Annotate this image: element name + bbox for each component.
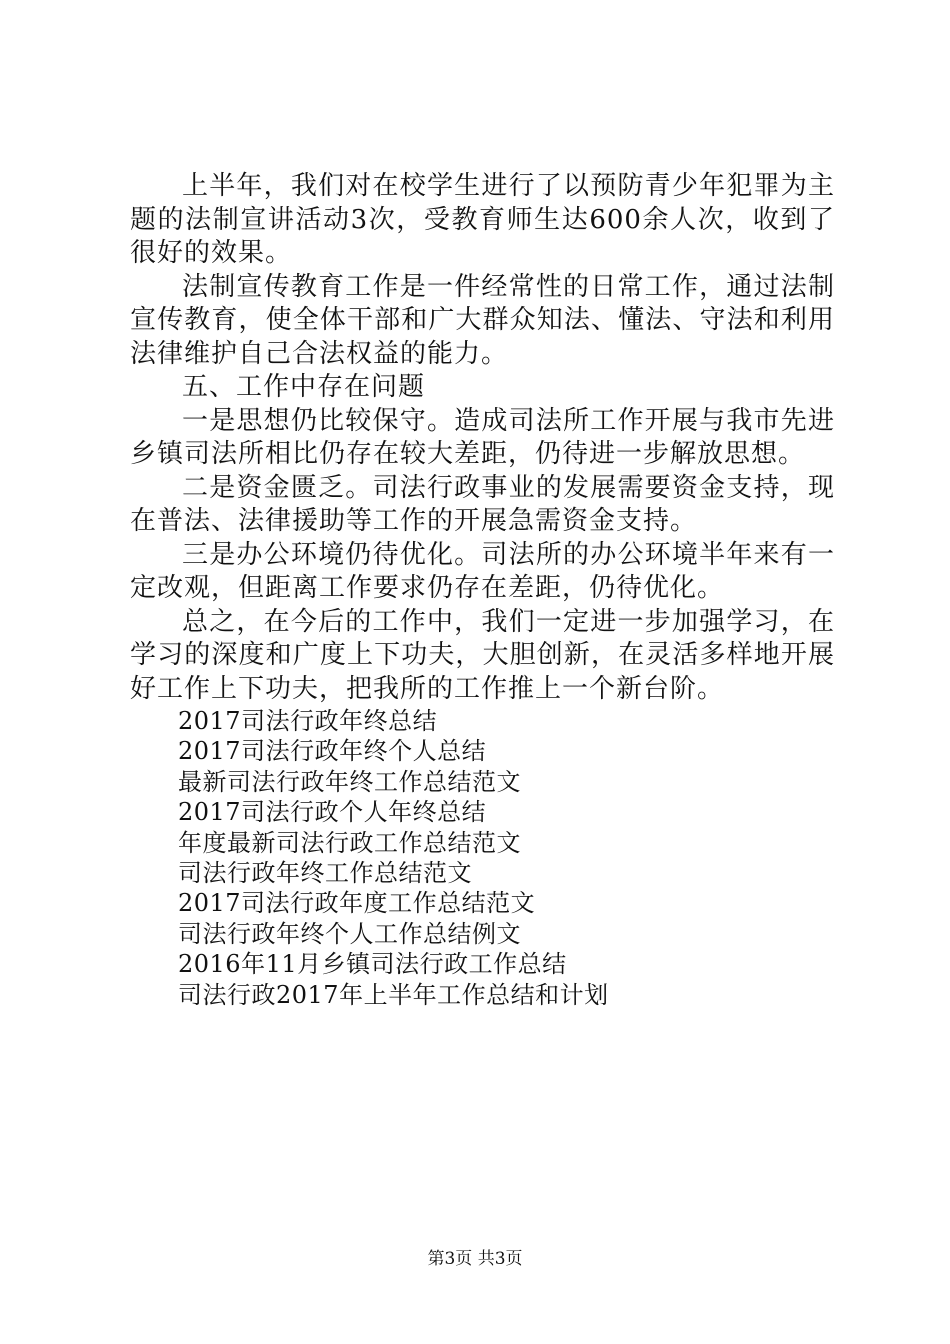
related-article-link[interactable]: 2016年11月乡镇司法行政工作总结 — [178, 950, 567, 979]
paragraph-problem-one: 一是思想仍比较保守。造成司法所工作开展与我市先进乡镇司法所相比仍存在较大差距，仍待进一步解放思想。 — [130, 405, 835, 469]
document-body — [130, 170, 835, 1010]
related-article-link[interactable]: 2017司法行政个人年终总结 — [178, 798, 487, 827]
paragraph-legal-education: 法制宣传教育工作是一件经常性的日常工作，通过法制宣传教育，使全体干部和广大群众知法、懂法、守法和利用法律维护自己合法权益的能力。 — [130, 271, 835, 369]
related-article-link[interactable]: 2017司法行政年终个人总结 — [178, 737, 487, 766]
related-article-link[interactable]: 2017司法行政年度工作总结范文 — [178, 889, 536, 918]
paragraph-problem-two: 二是资金匮乏。司法行政事业的发展需要资金支持，现在普法、法律援助等工作的开展急需资金支持。 — [130, 472, 835, 536]
page-footer — [0, 1244, 950, 1269]
related-article-link[interactable]: 最新司法行政年终工作总结范文 — [178, 767, 521, 796]
related-article-link[interactable]: 司法行政年终个人工作总结例文 — [178, 919, 521, 948]
related-articles-list — [130, 706, 835, 1010]
paragraph-conclusion: 总之，在今后的工作中，我们一定进一步加强学习，在学习的深度和广度上下功夫，大胆创新，在灵活多样地开展好工作上下功夫，把我所的工作推上一个新台阶。 — [130, 606, 835, 704]
related-article-link[interactable]: 年度最新司法行政工作总结范文 — [178, 828, 521, 857]
section-heading-problems: 五、工作中存在问题 — [182, 372, 426, 402]
paragraph-school-lectures: 上半年，我们对在校学生进行了以预防青少年犯罪为主题的法制宣讲活动3次，受教育师生达600余人次，收到了很好的效果。 — [130, 171, 835, 268]
page-number: 第3页 共3页 — [427, 1249, 523, 1269]
related-article-link[interactable]: 司法行政2017年上半年工作总结和计划 — [178, 980, 609, 1009]
paragraph-problem-three: 三是办公环境仍待优化。司法所的办公环境半年来有一定改观，但距离工作要求仍存在差距，仍待优化。 — [130, 539, 835, 603]
related-article-link[interactable]: 司法行政年终工作总结范文 — [178, 859, 472, 888]
related-article-link[interactable]: 2017司法行政年终总结 — [178, 707, 438, 735]
